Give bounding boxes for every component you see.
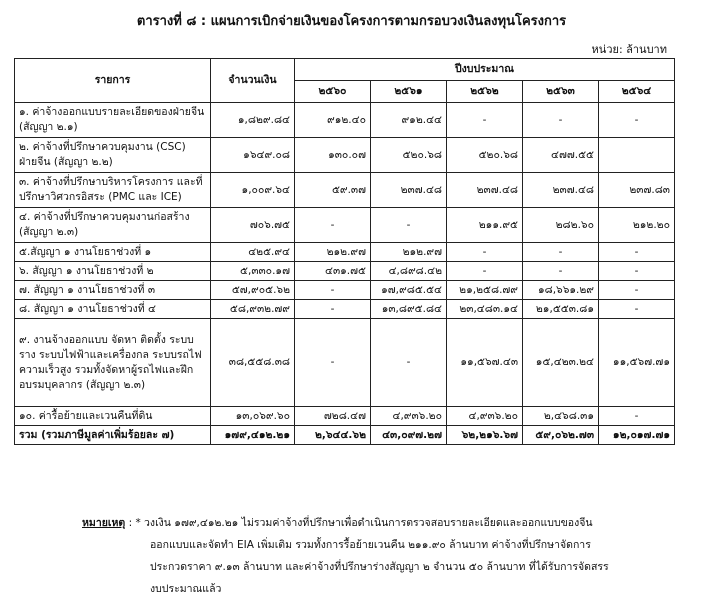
row-year-cell: ๑๓,๘๙๕.๘๔: [371, 300, 447, 319]
header-amount: จำนวนเงิน: [211, 59, 295, 103]
row-year-cell: ๔๓,๐๙๗.๒๗: [371, 426, 447, 445]
row-year-cell: ๒,๖๔๔.๖๒: [295, 426, 371, 445]
footnote-line: ออกแบบและจัดทำ EIA เพิ่มเติม รวมทั้งการรื้อย้ายเวนคืน ๒๑๑.๙๐ ล้านบาท ค่าจ้างที่ปรึกษาจัดการ: [150, 539, 591, 551]
row-year-cell: ๔๗๗.๕๕: [523, 138, 599, 173]
row-year-cell: ๒,๔๖๘.๓๑: [523, 407, 599, 426]
row-year-cell: -: [447, 103, 523, 138]
row-year-cell: -: [447, 262, 523, 281]
footnote-label: หมายเหตุ: [82, 517, 126, 529]
table-row: [15, 243, 675, 262]
row-year-cell: ๒๓๗.๔๘: [523, 173, 599, 208]
row-year-cell: ๑๕,๔๒๓.๒๔: [523, 319, 599, 407]
row-item-cell: ๕.สัญญา ๑ งานโยธาช่วงที่ ๑: [15, 243, 211, 262]
row-year-cell: -: [599, 407, 675, 426]
footnote-line: ประกวดราคา ๙.๑๓ ล้านบาท และค่าจ้างที่ปรึกษาร่างสัญญา ๒ จำนวน ๕๐ ล้านบาท ที่ได้รับการจัดสรร: [150, 561, 609, 573]
row-item-cell: ๒. ค่าจ้างที่ปรึกษาควบคุมงาน (CSC) ฝ่ายจีน (สัญญา ๒.๒): [15, 138, 211, 173]
table-title: ตารางที่ ๘ : แผนการเบิกจ่ายเงินของโครงการตามกรอบวงเงินลงทุนโครงการ: [136, 14, 567, 29]
row-year-cell: ๔,๙๓๖.๒๐: [371, 407, 447, 426]
row-year-cell: ๔,๙๓๖.๒๐: [447, 407, 523, 426]
table-row: [15, 138, 675, 173]
row-year-cell: ๕๙.๓๗: [295, 173, 371, 208]
row-year-cell: -: [447, 243, 523, 262]
row-year-cell: -: [599, 262, 675, 281]
row-year-cell: ๒๑๒.๙๗: [371, 243, 447, 262]
header-fiscal-year: ปีงบประมาณ: [295, 59, 675, 81]
row-year-cell: -: [599, 243, 675, 262]
footnote: [82, 512, 682, 600]
row-item-cell: ๓. ค่าจ้างที่ปรึกษาบริหารโครงการ และที่ปรึกษาวิศวกรอิสระ (PMC และ ICE): [15, 173, 211, 208]
unit-label: หน่วย: ล้านบาท: [591, 43, 667, 56]
row-year-cell: ๒๑๒.๙๗: [295, 243, 371, 262]
row-year-cell: ๔๓๑.๗๕: [295, 262, 371, 281]
row-year-cell: -: [371, 319, 447, 407]
row-item-cell: ๗. สัญญา ๑ งานโยธาช่วงที่ ๓: [15, 281, 211, 300]
header-year: ๒๕๖๒: [447, 81, 523, 103]
row-year-cell: -: [295, 300, 371, 319]
row-amount-cell: ๑๓,๐๖๙.๖๐: [211, 407, 295, 426]
table-row: [15, 208, 675, 243]
row-amount-cell: ๕๘,๙๓๒.๗๙: [211, 300, 295, 319]
header-year: ๒๕๖๔: [599, 81, 675, 103]
row-year-cell: -: [295, 208, 371, 243]
row-item-cell: ๔. ค่าจ้างที่ปรึกษาควบคุมงานก่อสร้าง (สัญญา ๒.๓): [15, 208, 211, 243]
row-year-cell: -: [371, 208, 447, 243]
row-year-cell: ๖๒,๒๑๖.๖๗: [447, 426, 523, 445]
row-year-cell: -: [295, 281, 371, 300]
table-body: [15, 103, 675, 445]
row-item-cell: ๖. สัญญา ๑ งานโยธาช่วงที่ ๒: [15, 262, 211, 281]
row-year-cell: ๑๓๐.๐๗: [295, 138, 371, 173]
row-year-cell: -: [599, 103, 675, 138]
footnote-line: : * วงเงิน ๑๗๙,๔๑๒.๒๑ ไม่รวมค่าจ้างที่ปรึกษาเพื่อดำเนินการตรวจสอบรายละเอียดและออกแบบของจีน: [128, 517, 593, 529]
row-amount-cell: ๑,๐๐๙.๖๔: [211, 173, 295, 208]
row-year-cell: -: [295, 319, 371, 407]
table-row: [15, 262, 675, 281]
row-year-cell: ๒๓๗.๔๘: [447, 173, 523, 208]
row-amount-cell: ๑,๘๒๙.๘๔: [211, 103, 295, 138]
row-year-cell: -: [599, 281, 675, 300]
row-amount-cell: ๑๖๔๙.๐๘: [211, 138, 295, 173]
row-year-cell: ๒๘๒.๖๐: [523, 208, 599, 243]
header-year: ๒๕๖๓: [523, 81, 599, 103]
table-row: [15, 281, 675, 300]
row-amount-cell: ๔๒๕.๙๔: [211, 243, 295, 262]
row-amount-cell: ๓๘,๕๕๘.๓๘: [211, 319, 295, 407]
row-amount-cell: ๗๐๖.๗๕: [211, 208, 295, 243]
budget-table: [14, 58, 675, 445]
row-year-cell: ๕๙,๐๖๒.๗๓: [523, 426, 599, 445]
table-row: [15, 173, 675, 208]
row-amount-cell: ๕๗,๙๐๕.๖๒: [211, 281, 295, 300]
row-year-cell: -: [523, 103, 599, 138]
row-amount-cell: ๑๗๙,๔๑๒.๒๑: [211, 426, 295, 445]
row-year-cell: -: [523, 243, 599, 262]
row-year-cell: ๑๑,๕๖๗.๗๑: [599, 319, 675, 407]
row-item-cell: ๙. งานจ้างออกแบบ จัดหา ติดตั้ง ระบบราง ระบบไฟฟ้าและเครื่องกล ระบบรถไฟความเร็วสูง รวมทั้งจัดหาผู้รถไฟและฝึกอบรมบุคลากร (สัญญา ๒.๓): [15, 319, 211, 407]
row-year-cell: ๒๓๗.๘๓: [599, 173, 675, 208]
row-year-cell: ๒๑๑.๙๕: [447, 208, 523, 243]
header-year: ๒๕๖๑: [371, 81, 447, 103]
row-year-cell: -: [599, 300, 675, 319]
row-year-cell: ๒๑,๕๕๓.๘๑: [523, 300, 599, 319]
row-year-cell: ๙๑๒.๔๔: [371, 103, 447, 138]
row-year-cell: ๔,๘๙๘.๔๒: [371, 262, 447, 281]
row-year-cell: -: [523, 262, 599, 281]
row-year-cell: ๒๑,๒๕๘.๗๙: [447, 281, 523, 300]
footnote-line: งบประมาณแล้ว: [150, 583, 222, 595]
row-year-cell: ๕๒๐.๖๘: [447, 138, 523, 173]
table-row: [15, 300, 675, 319]
row-year-cell: ๙๑๒.๔๐: [295, 103, 371, 138]
row-year-cell: ๗๒๘.๔๗: [295, 407, 371, 426]
table-row: [15, 407, 675, 426]
row-year-cell: ๑๑,๕๖๗.๔๓: [447, 319, 523, 407]
row-year-cell: ๑๗,๙๘๕.๕๔: [371, 281, 447, 300]
row-item-cell: ๘. สัญญา ๑ งานโยธาช่วงที่ ๔: [15, 300, 211, 319]
row-amount-cell: ๕,๓๓๐.๑๗: [211, 262, 295, 281]
row-year-cell: ๑๘,๖๖๑.๒๙: [523, 281, 599, 300]
row-year-cell: ๑๒,๐๑๗.๗๑: [599, 426, 675, 445]
header-item: รายการ: [15, 59, 211, 103]
row-year-cell: ๒๑๒.๒๐: [599, 208, 675, 243]
row-year-cell: ๒๓๗.๔๘: [371, 173, 447, 208]
table-row: [15, 319, 675, 407]
row-item-cell: ๑๐. ค่ารื้อย้ายและเวนคืนที่ดิน: [15, 407, 211, 426]
table-row: [15, 103, 675, 138]
row-year-cell: ๒๓,๔๘๓.๑๔: [447, 300, 523, 319]
row-year-cell: [599, 138, 675, 173]
row-year-cell: ๕๒๐.๖๘: [371, 138, 447, 173]
total-row: [15, 426, 675, 445]
header-year: ๒๕๖๐: [295, 81, 371, 103]
row-item-cell: ๑. ค่าจ้างออกแบบรายละเอียดของฝ่ายจีน (สัญญา ๒.๑): [15, 103, 211, 138]
row-item-cell: รวม (รวมภาษีมูลค่าเพิ่มร้อยละ ๗): [15, 426, 211, 445]
